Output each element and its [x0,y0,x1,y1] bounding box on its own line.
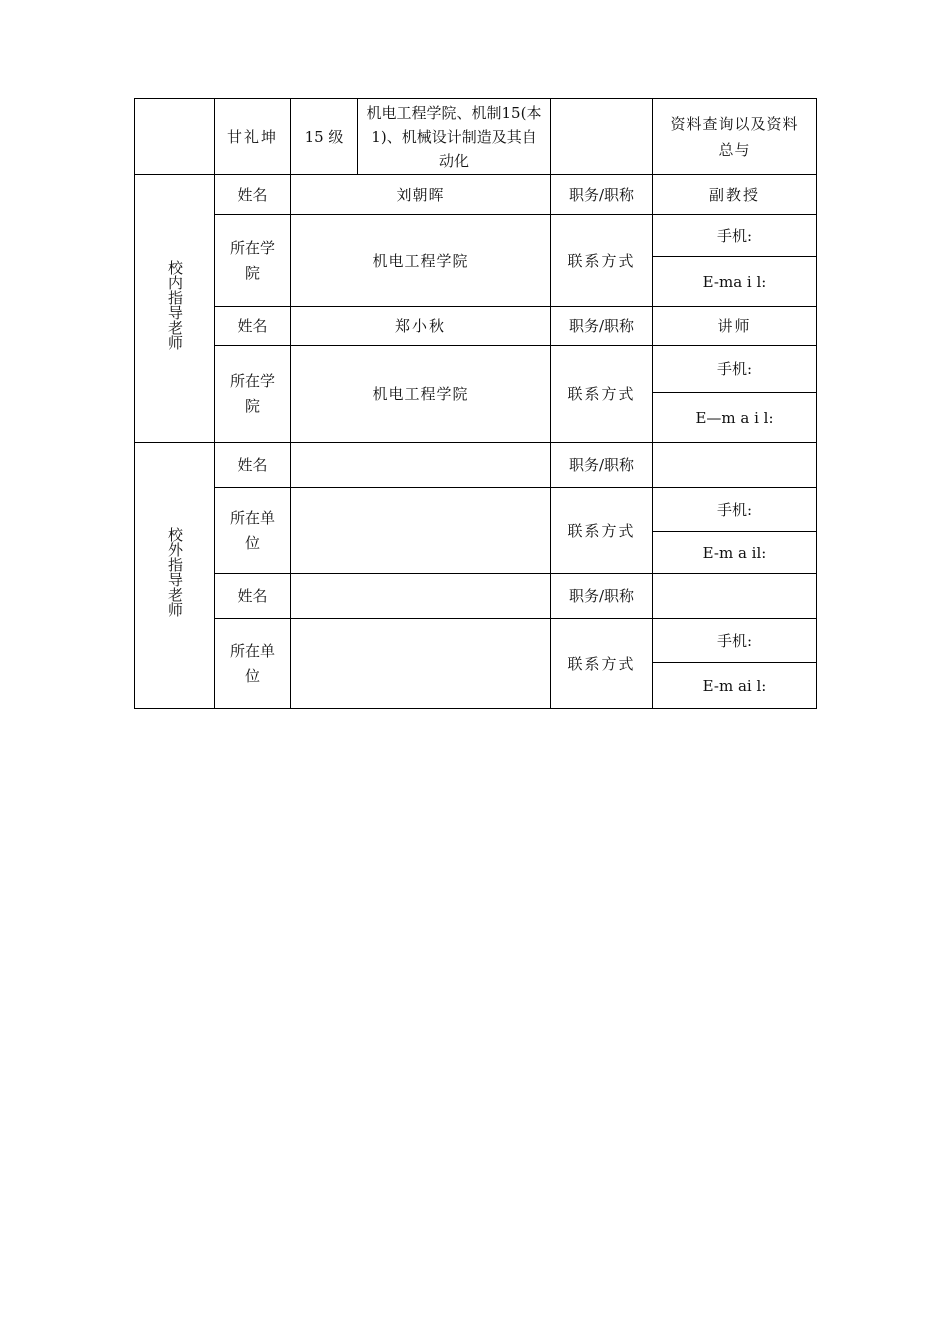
title-label: 职务/职称 [551,443,653,488]
email-label: E-ma i l: [653,257,817,307]
internal-section-label: 校内指导老师 [166,260,184,350]
empty-cell [135,99,215,175]
advisor-info-table [134,98,817,709]
advisor-title [653,443,817,488]
student-name: 甘礼坤 [215,99,291,175]
advisor-title: 副教授 [653,175,817,215]
advisor-name [291,574,551,619]
external-section-label: 校外指导老师 [166,527,184,617]
advisor-name [291,443,551,488]
unit-label: 所在单位 [229,508,275,552]
advisor-unit [291,619,551,709]
unit-label: 所在单位 [229,641,275,685]
college-label: 所在学院 [229,372,275,415]
internal-section-label-cell [135,175,215,443]
email-label: E-m ai l: [653,663,817,709]
external-advisor-1-unit-row [135,488,817,532]
college-label-cell [215,346,291,443]
student-grade: 15 级 [291,99,358,175]
advisor-title [653,574,817,619]
external-advisor-1-name-row [135,443,817,488]
name-label: 姓名 [215,307,291,346]
unit-label-cell [215,619,291,709]
internal-advisor-1-name-row [135,175,817,215]
advisor-name: 郑小秋 [291,307,551,346]
student-row [135,99,817,175]
phone-label: 手机: [653,346,817,393]
title-label: 职务/职称 [551,307,653,346]
student-class-info: 机电工程学院、机制15(本 1)、机械设计制造及其自动化 [358,99,551,175]
advisor-name: 刘朝晖 [291,175,551,215]
empty-cell [551,99,653,175]
name-label: 姓名 [215,574,291,619]
title-label: 职务/职称 [551,175,653,215]
name-label: 姓名 [215,175,291,215]
external-advisor-2-unit-row [135,619,817,663]
phone-label: 手机: [653,488,817,532]
contact-label: 联系方式 [551,488,653,574]
advisor-unit [291,488,551,574]
college-label-cell [215,215,291,307]
email-label: E-m a il: [653,532,817,574]
student-task: 资料查询以及资料总与 [653,99,817,175]
contact-label: 联系方式 [551,346,653,443]
advisor-college: 机电工程学院 [291,346,551,443]
external-advisor-2-name-row [135,574,817,619]
phone-label: 手机: [653,215,817,257]
advisor-college: 机电工程学院 [291,215,551,307]
email-label: E—m a i l: [653,393,817,443]
internal-advisor-1-college-row [135,215,817,257]
external-section-label-cell [135,443,215,709]
college-label: 所在学院 [229,238,275,282]
internal-advisor-2-name-row [135,307,817,346]
unit-label-cell [215,488,291,574]
title-label: 职务/职称 [551,574,653,619]
advisor-title: 讲师 [653,307,817,346]
contact-label: 联系方式 [551,619,653,709]
name-label: 姓名 [215,443,291,488]
contact-label: 联系方式 [551,215,653,307]
internal-advisor-2-college-row [135,346,817,393]
phone-label: 手机: [653,619,817,663]
